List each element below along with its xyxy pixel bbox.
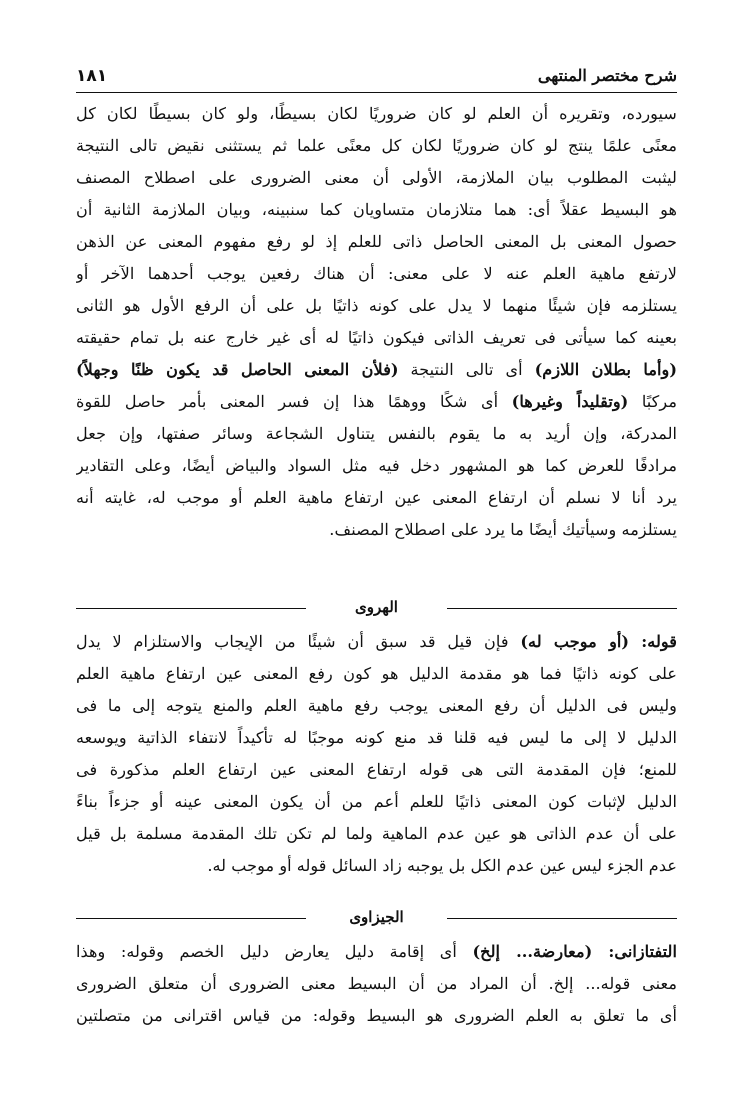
- text-line: على كونه ذاتيًا فما هو مقدمة الدليل هو كون رفع المعنى عين ارتفاع ماهية العلم: [76, 664, 677, 683]
- text-line: الدليل لا إلى ما ليس فيه قلنا قد منع كونه موجبًا له تأكيداً لانتفاء الذاتية ويوسعه: [76, 728, 677, 747]
- text-line: الدليل لإثبات كون المعنى ذاتيًا للعلم أعم من أن يكون المعنى عينه أو جزءاً بناءً: [76, 792, 677, 811]
- text-line: يستلزمه وسيأتيك أيضًا ما يرد على اصطلاح المصنف.: [329, 520, 677, 539]
- text-line: بعينه كما سيأتى فى تعريف الذاتى فيكون ذاتيًا له أى غير خارج عنه بل تمام حقيقته: [76, 328, 677, 347]
- text-line: معنى قوله... إلخ. أن المراد من أن البسيط معنى الضرورى أن متعلق الضرورى: [76, 974, 677, 993]
- harawi-commentary-block: [76, 626, 677, 882]
- text-line: أى ما تعلق به العلم الضرورى هو البسيط وقوله: من قياس اقترانى من متصلتين: [76, 1006, 677, 1025]
- text-line: يستلزمه فإن شيئًا منهما لا يدل على كونه ذاتيًا بل على أن الرفع الأول هو الثانى: [76, 296, 677, 315]
- divider-rule: [447, 918, 677, 919]
- matn-quote: (وتقليداً وغيرها): [511, 392, 629, 411]
- text-line: [76, 354, 677, 386]
- page-header: [76, 64, 677, 88]
- text-line: المدركة، وإن أريد به ما يقوم بالنفس يتناول الشجاعة وسائر صفتها، وإن جعل: [76, 424, 677, 443]
- text-line: هو البسيط عقلاً أى: هما متلازمان متساويان كما سنبينه، وبيان الملازمة الثانية أن: [76, 200, 677, 219]
- text-line: عدم الجزء ليس عين عدم الكل بل يوجبه زاد السائل قوله أو موجب له.: [207, 856, 677, 875]
- text-line: سيورده، وتقريره أن العلم لو كان ضروريًا لكان بسيطًا، ولو كان بسيطًا لكان كل: [76, 104, 677, 123]
- matn-quote: (وأما بطلان اللازم): [534, 360, 677, 379]
- header-rule: [76, 92, 677, 93]
- main-text-block: [76, 98, 677, 546]
- page-number: ١٨١: [76, 66, 108, 86]
- text-line: وليس فى الدليل أن رفع المعنى يوجب رفع ماهية العلم والمنع يتوجه إلى ما فى: [76, 696, 677, 715]
- divider-label: الهروى: [355, 598, 398, 616]
- matn-quote: (فلأن المعنى الحاصل قد يكون ظنًا وجهلاً): [76, 360, 399, 379]
- text-line: مرادفًا للعرض كما هو المشهور دخل فيه مثل السواد والبياض أيضًا، وعلى التقادير: [76, 456, 677, 475]
- text-span: فإن قيل قد سبق أن شيئًا من الإيجاب والاستلزام لا يدل: [76, 632, 521, 651]
- commentary-divider-harawi: [76, 598, 677, 618]
- text-span: مركبًا: [628, 392, 677, 411]
- text-line: ليثبت المطلوب بيان الملازمة، الأولى أن معنى الضرورى على اصطلاح المصنف: [76, 168, 677, 187]
- text-span: أى تالى النتيجة: [398, 360, 535, 379]
- text-line: [76, 386, 677, 418]
- text-line: [76, 936, 677, 968]
- text-span: أى شكًا ووهمًا هذا إن فسر المعنى بأمر حاصل للقوة: [76, 392, 512, 411]
- commentary-lemma: التفتازانى: (معارضة... إلخ): [472, 942, 677, 961]
- jizawi-commentary-block: [76, 936, 677, 1032]
- text-line: على أن عدم الذاتى هو عين عدم الماهية ولما لم تكن تلك المقدمة مسلمة بل قيل: [76, 824, 677, 843]
- running-title: شرح مختصر المنتهى: [537, 66, 677, 85]
- divider-rule: [447, 608, 677, 609]
- text-line: معنًى علمًا ينتج لو كان ضروريًا لكان كل معنًى علما ثم يستثنى نقيض تالى النتيجة: [76, 136, 677, 155]
- text-line: حصول المعنى بل المعنى الحاصل ذاتى للعلم إذ لو رفع مفهوم المعنى عن الذهن: [76, 232, 677, 251]
- divider-label: الجيزاوى: [349, 908, 404, 926]
- commentary-lemma: قوله: (أو موجب له): [520, 632, 677, 651]
- commentary-divider-jizawi: [76, 908, 677, 928]
- text-line: يرد أنا لا نسلم أن ارتفاع المعنى عين ارتفاع ماهية العلم أو موجب له، غايته أنه: [76, 488, 677, 507]
- text-line: لارتفع ماهية العلم عنه لا على معنى: أن هناك رفعين يوجب أحدهما الآخر أو: [76, 264, 677, 283]
- text-span: أى إقامة دليل يعارض دليل الخصم وقوله: وهذا: [76, 942, 473, 961]
- text-line: للمنع؛ فإن المقدمة التى هى قوله ارتفاع المعنى عين ارتفاع العلم مذكورة فى: [76, 760, 677, 779]
- text-line: [76, 626, 677, 658]
